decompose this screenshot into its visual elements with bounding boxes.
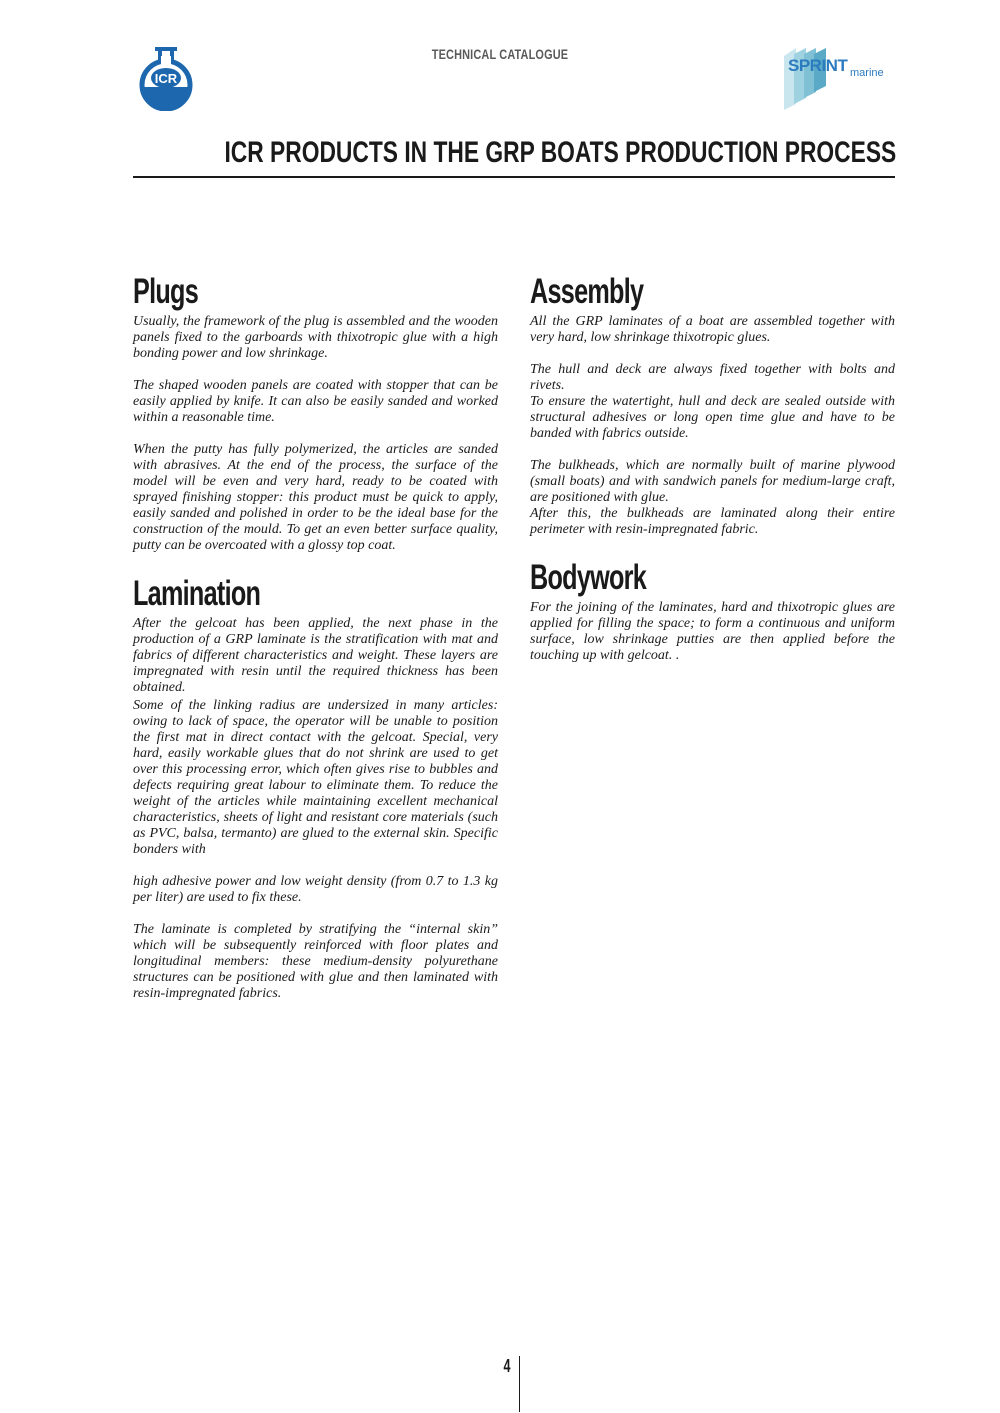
plugs-paragraph-2: The shaped wooden panels are coated with stopper that can be easily applied by knife. It can also be easily sanded and worked within a reasonable time. [133, 378, 498, 425]
section-bodywork [530, 558, 895, 664]
section-plugs [133, 272, 498, 554]
section-assembly [530, 272, 895, 538]
assembly-paragraph-2: The hull and deck are always fixed together with bolts and rivets. [530, 362, 895, 393]
title-divider [133, 176, 895, 178]
lamination-paragraph-1: After the gelcoat has been applied, the next phase in the production of a GRP laminate is the stratification with mat and fabrics of different characteristics and weight. These layers are impregnated with resin until the required thickness has been obtained. [133, 616, 498, 695]
section-heading-lamination: Lamination [133, 574, 261, 613]
section-heading-bodywork: Bodywork [530, 558, 647, 597]
section-heading-assembly: Assembly [530, 272, 644, 311]
plugs-paragraph-1: Usually, the framework of the plug is assembled and the wooden panels fixed to the garboards with thixotropic glue with a high bonding power and low shrinkage. [133, 314, 498, 361]
icr-logo-text: ICR [154, 71, 178, 86]
assembly-paragraph-5: After this, the bulkheads are laminated along their entire perimeter with resin-impregnated fabric. [530, 506, 895, 537]
left-column [133, 272, 498, 1022]
page-title: ICR PRODUCTS IN THE GRP BOATS PRODUCTION PROCESS [224, 136, 897, 169]
sprint-logo-marine-text: marine [850, 67, 884, 79]
bodywork-paragraph-1: For the joining of the laminates, hard and thixotropic glues are applied for filling the space; to form a continuous and uniform surface, low shrinkage putties are then applied before the touching up with gelcoat. . [530, 600, 895, 663]
lamination-paragraph-3: high adhesive power and low weight density (from 0.7 to 1.3 kg per liter) are used to fix these. [133, 874, 498, 905]
header-label: TECHNICAL CATALOGUE [431, 46, 569, 62]
section-lamination [133, 574, 498, 1002]
plugs-paragraph-3: When the putty has fully polymerized, the articles are sanded with abrasives. At the end of the process, the surface of the model will be even and very hard, ready to be coated with sprayed finishing stopper: this product must be quick to apply, easily sanded and polished in order to be the ideal base for the construction of the mould. To get an even better surface quality, putty can be overcoated with a glossy top coat. [133, 442, 498, 553]
assembly-paragraph-1: All the GRP laminates of a boat are assembled together with very hard, low shrinkage thixotropic glues. [530, 314, 895, 345]
sprint-logo-text: SPRINT [788, 56, 848, 75]
right-column [530, 272, 895, 684]
sprint-marine-logo [780, 46, 902, 112]
footer-rule [519, 1356, 520, 1412]
lamination-paragraph-2: Some of the linking radius are undersized in many articles: owing to lack of space, the operator will be unable to position the first mat in direct contact with the gelcoat. Special, very hard, easily workable glues that do not shrink are used to get over this processing error, which often gives rise to bubbles and defects requiring great labour to eliminate them. To reduce the weight of the articles while maintaining excellent mechanical characteristics, sheets of light and resistant core materials (such as PVC, balsa, termanto) are glued to the external skin. Specific bonders with [133, 698, 498, 857]
lamination-paragraph-4: The laminate is completed by stratifying the “internal skin” which will be subsequently reinforced with floor plates and longitudinal members: these medium-density polyurethane structures can be positioned with glue and then laminated with resin-impregnated fabrics. [133, 922, 498, 1001]
assembly-paragraph-4: The bulkheads, which are normally built of marine plywood (small boats) and with sandwich panels for medium-large craft, are positioned with glue. [530, 458, 895, 505]
assembly-paragraph-3: To ensure the watertight, hull and deck are sealed outside with structural adhesives or long open time glue and have to be banded with fabrics outside. [530, 394, 895, 441]
section-heading-plugs: Plugs [133, 272, 199, 311]
page-number: 4 [503, 1356, 511, 1376]
